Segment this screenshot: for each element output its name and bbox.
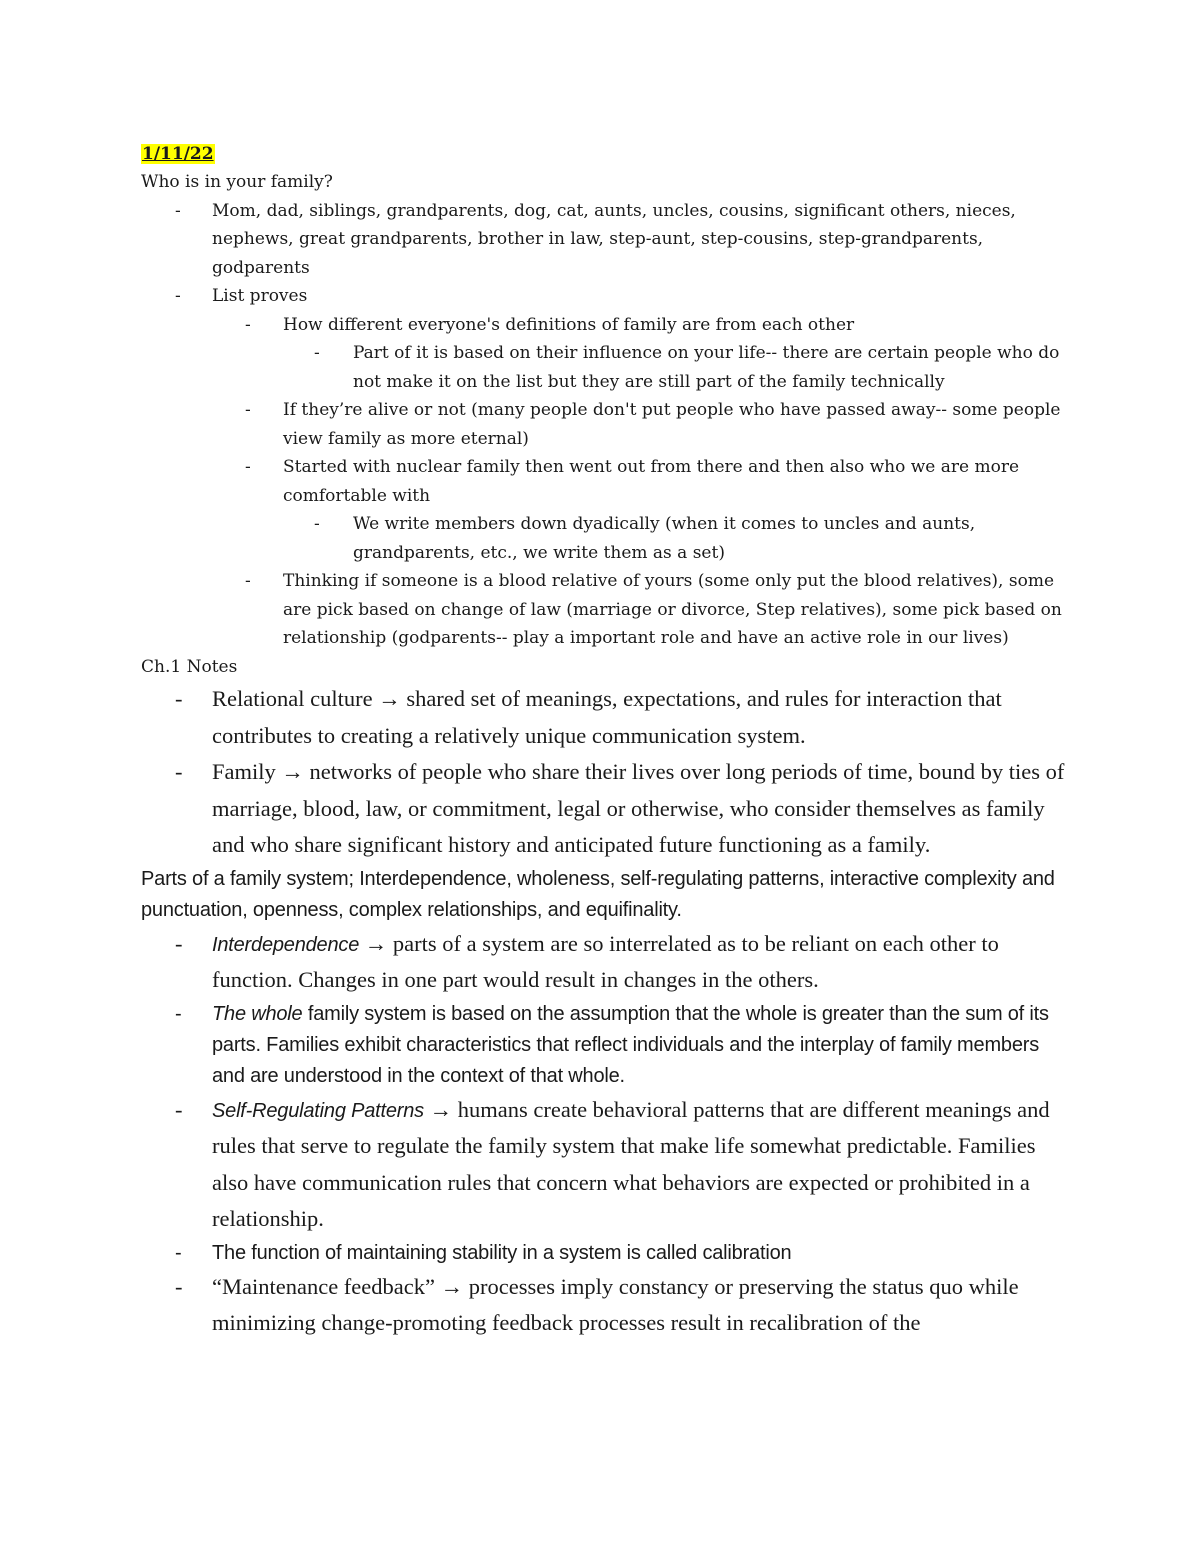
bullet-dash: -: [175, 1241, 182, 1264]
parts-intro-paragraph: Parts of a family system; Interdependence, wholeness, self-regulating patterns, interactive complexity and punctuation, openness, complex relationships, and equifinality.: [141, 867, 1055, 921]
self-regulating-arrow: →: [424, 1096, 458, 1122]
bullet-dash: -: [175, 200, 181, 221]
proves-definitions-text: How different everyone's definitions of family are from each other: [283, 314, 855, 335]
interdependence-definition: → parts of a system are so interrelated as to be reliant on each other to function. Changes in one part would result in changes in the others.: [212, 930, 999, 992]
bullet-dash: -: [245, 571, 251, 591]
list-item: [141, 396, 1071, 453]
family-members-text: Mom, dad, siblings, grandparents, dog, cat, aunts, uncles, cousins, significant others, nieces, nephews, great grandparents, brother in law, step-aunt, step-cousins, step-grandparents, godparents: [212, 200, 1016, 278]
list-item: [141, 311, 1071, 340]
chapter-heading: Ch.1 Notes: [141, 656, 238, 677]
bullet-dash: -: [245, 314, 251, 335]
family-definition: Family → networks of people who share their lives over long periods of time, bound by ties of marriage, blood, law, or commitment, legal or otherwise, who consider themselves as family and who share significant history and anticipated future functioning as a family.: [212, 759, 1065, 857]
list-item: [141, 926, 1071, 999]
calibration-text: The function of maintaining stability in a system is called calibration: [212, 1241, 792, 1264]
proves-alive-text: If they’re alive or not (many people don't put people who have passed away-- some people view family as more eternal): [283, 400, 1061, 449]
self-regulating-term: Self-Regulating Patterns: [212, 1099, 424, 1122]
self-regulating-definition: humans create behavioral patterns that are different meanings and rules that serve to regulate the family system that make life somewhat predictable. Families also have communication rules that concern what behaviors are expected or prohibited in a relationship.: [212, 1096, 1050, 1231]
bullet-dash: -: [314, 343, 320, 363]
bullet-dash: -: [175, 759, 183, 784]
list-item: [141, 1269, 1071, 1342]
relational-culture-definition: Relational culture → shared set of meanings, expectations, and rules for interaction that contributes to creating a relatively unique communication system.: [212, 686, 1002, 748]
list-item: [141, 754, 1071, 864]
list-item: [141, 999, 1071, 1092]
interdependence-term: Interdependence: [212, 933, 360, 956]
bullet-dash: -: [175, 286, 181, 306]
bullet-dash: -: [245, 400, 251, 420]
bullet-dash: -: [175, 686, 183, 711]
bullet-dash: -: [175, 930, 183, 956]
proves-nuclear-text: Started with nuclear family then went out from there and then also who we are more comfortable with: [283, 457, 1020, 506]
question-heading: Who is in your family?: [141, 172, 333, 192]
list-item: [141, 453, 1071, 510]
bullet-dash: -: [245, 457, 251, 477]
proves-blood-text: Thinking if someone is a blood relative of yours (some only put the blood relatives), some are pick based on change of law (marriage or divorce, Step relatives), some pick based on relationship (godparents-- play a important role and have an active role in our lives): [283, 571, 1062, 648]
list-item: [141, 567, 1071, 653]
list-item: [141, 1092, 1071, 1238]
whole-definition: family system is based on the assumption that the whole is greater than the sum of its parts. Families exhibit characteristics that reflect individuals and the interplay of family members and are understood in the context of that whole.: [212, 1002, 1049, 1087]
list-proves-text: List proves: [212, 286, 308, 306]
list-item: [141, 339, 1071, 396]
list-item: [141, 1238, 1071, 1269]
proves-dyadic-text: We write members down dyadically (when it comes to uncles and aunts, grandparents, etc., we write them as a set): [353, 514, 976, 563]
bullet-dash: -: [175, 1096, 183, 1122]
date-highlight: 1/11/22: [142, 144, 214, 164]
list-item: [141, 282, 1071, 311]
maintenance-feedback-text: “Maintenance feedback” → processes imply constancy or preserving the status quo while minimizing change-promoting feedback processes result in recalibration of the: [212, 1273, 1019, 1335]
date-heading: [141, 140, 1071, 168]
whole-term: The whole: [212, 1002, 303, 1025]
list-item: [141, 510, 1071, 567]
bullet-dash: -: [175, 1002, 182, 1025]
bullet-dash: -: [175, 1273, 183, 1299]
proves-influence-text: Part of it is based on their influence on your life-- there are certain people who do not make it on the list but they are still part of the family technically: [353, 343, 1060, 392]
list-item: [141, 681, 1071, 754]
notes-content: [141, 140, 1071, 1342]
bullet-dash: -: [314, 514, 320, 534]
list-item: [141, 197, 1071, 283]
